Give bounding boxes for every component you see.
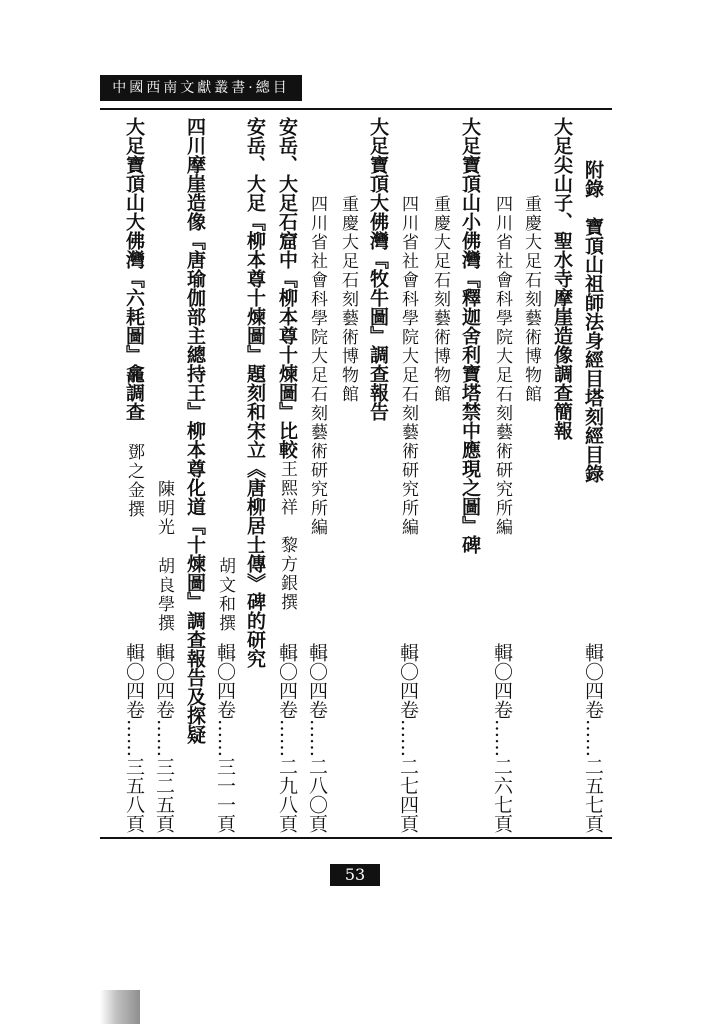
page-number: 53 (330, 864, 380, 886)
volume-page-reference: 輯〇四卷……二七四頁 (397, 643, 419, 833)
entry-title: 大足寶頂山大佛灣『六耗圖』龕調查 (123, 117, 145, 421)
volume-page-reference: 輯〇四卷……二九八頁 (276, 643, 298, 833)
top-rule (100, 108, 612, 110)
entry-title: 四川摩崖造像『唐瑜伽部主總持王』柳本尊化道『十煉圖』調查報告及探疑 (184, 117, 206, 744)
entry-title: 附錄 寶頂山祖師法身經目塔刻經目錄 (582, 160, 604, 483)
entry-organization: 四川省社會科學院大足石刻藝術研究所編 (307, 195, 327, 537)
entry-author: 胡文和撰 (215, 557, 235, 633)
entry-organization: 四川省社會科學院大足石刻藝術研究所編 (492, 195, 512, 537)
entry-author: 王熙祥 黎方銀撰 (277, 460, 297, 612)
bottom-rule (100, 837, 612, 839)
series-header: 中國西南文獻叢書·總目 (100, 75, 302, 101)
scan-shadow (100, 990, 140, 1024)
volume-page-reference: 輯〇四卷……二五七頁 (582, 643, 604, 833)
entry-author: 胡良學撰 (154, 557, 174, 633)
entry-author: 鄧之金撰 (124, 443, 144, 519)
entry-title: 大足寶頂大佛灣『牧牛圖』調查報告 (367, 117, 389, 421)
entry-organization: 重慶大足石刻藝術博物館 (430, 195, 450, 404)
entry-organization: 重慶大足石刻藝術博物館 (521, 195, 541, 404)
entry-title: 安岳、大足『柳本尊十煉圖』題刻和宋立《唐柳居士傳》碑的研究 (244, 117, 266, 668)
entry-organization: 四川省社會科學院大足石刻藝術研究所編 (398, 195, 418, 537)
entry-author: 陳明光 (154, 480, 174, 537)
volume-page-reference: 輯〇四卷……二八〇頁 (306, 643, 328, 833)
volume-page-reference: 輯〇四卷……二六七頁 (491, 643, 513, 833)
entry-title: 安岳、大足石窟中『柳本尊十煉圖』比較 (276, 117, 298, 459)
entry-title: 大足尖山子、聖水寺摩崖造像調查簡報 (551, 117, 573, 440)
volume-page-reference: 輯〇四卷……三五八頁 (123, 643, 145, 833)
volume-page-reference: 輯〇四卷……三二五頁 (153, 643, 175, 833)
volume-page-reference: 輯〇四卷……三一一頁 (214, 643, 236, 833)
entry-title: 大足寶頂山小佛灣『釋迦舍利寶塔禁中應現之圖』碑 (459, 117, 481, 554)
entry-organization: 重慶大足石刻藝術博物館 (338, 195, 358, 404)
